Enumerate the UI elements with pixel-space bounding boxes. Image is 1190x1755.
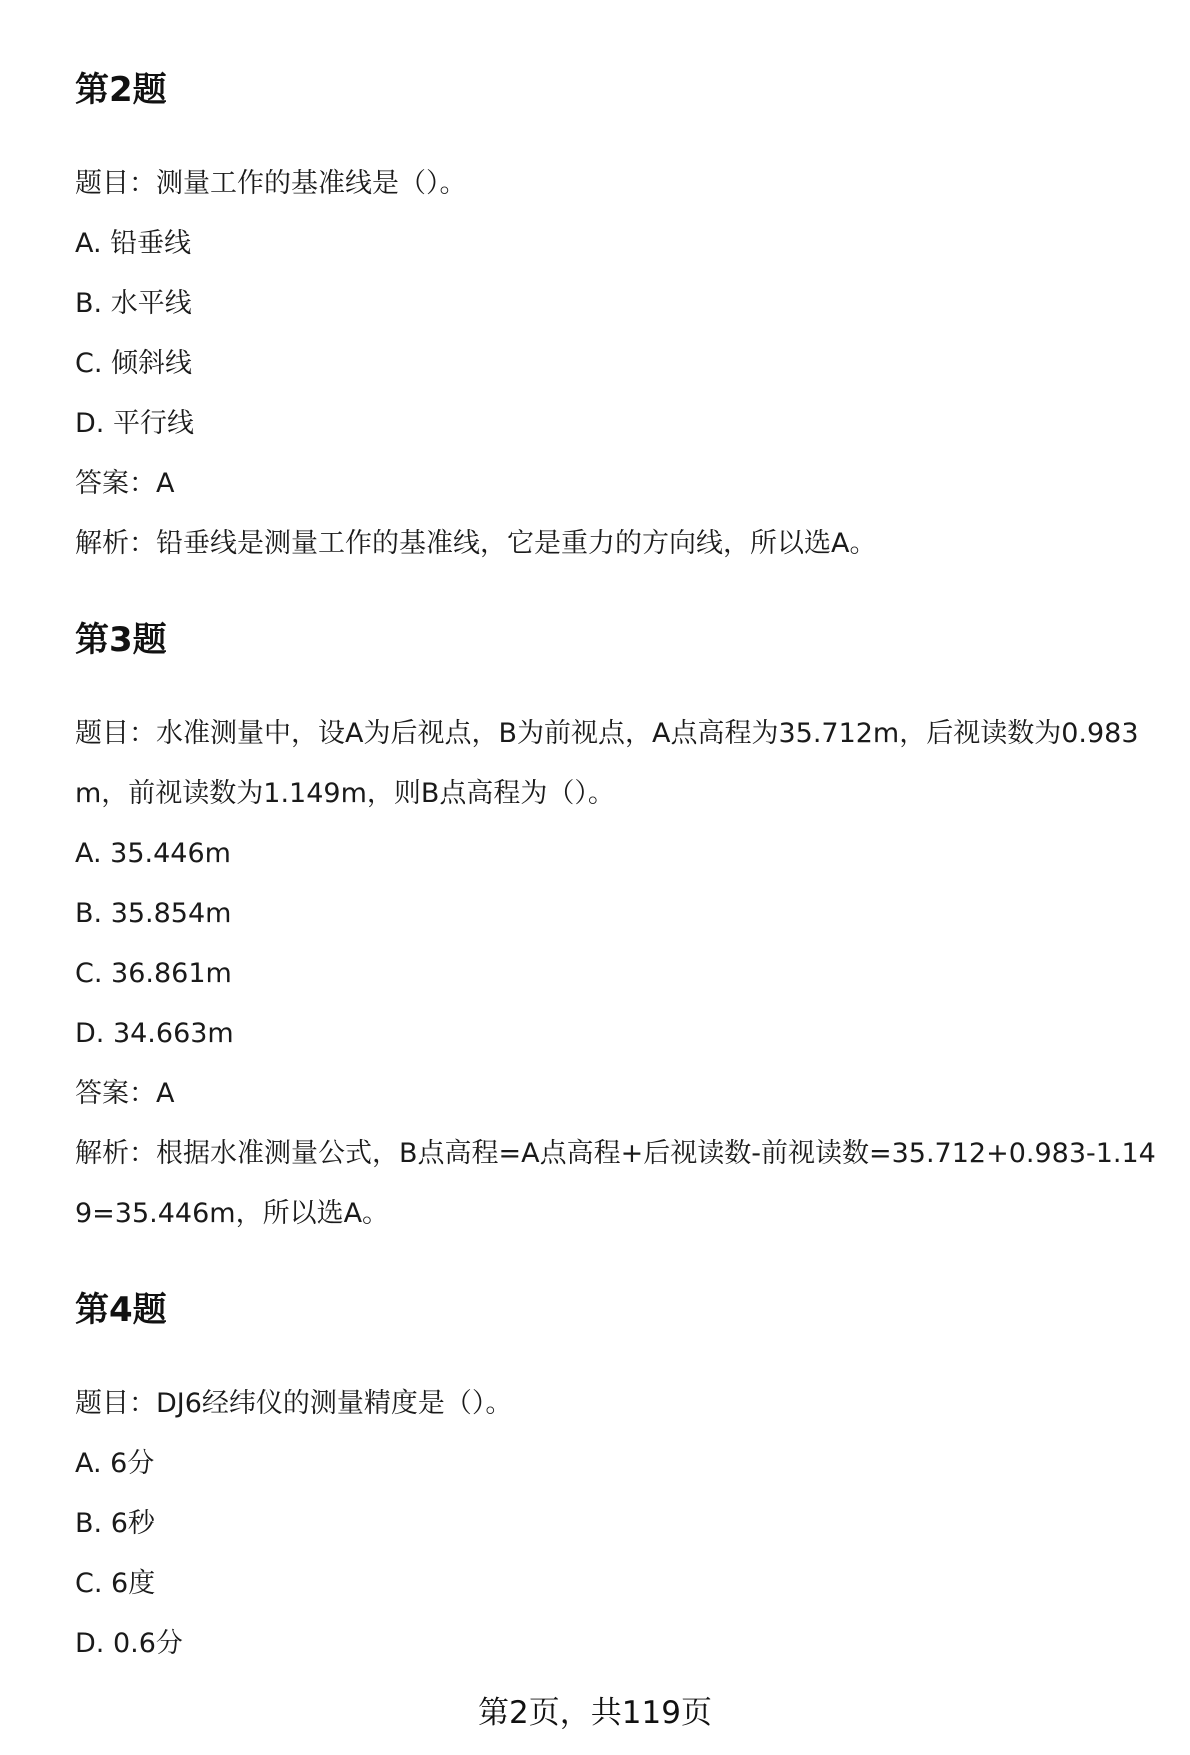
option-b: B. 35.854m [75,898,232,929]
question-4 [75,1280,1165,1674]
question-stem: 题目：水准测量中，设A为后视点，B为前视点，A点高程为35.712m，后视读数为0.983m，前视读数为1.149m，则B点高程为（）。 [75,718,1139,809]
question-stem: 题目：测量工作的基准线是（）。 [75,168,467,199]
option-a: A. 35.446m [75,838,231,869]
question-stem: 题目：DJ6经纬仪的测量精度是（）。 [75,1388,513,1419]
answer: 答案：A [75,1078,175,1109]
option-c: C. 6度 [75,1568,156,1599]
answer: 答案：A [75,468,175,499]
question-2 [75,60,1165,574]
page-number-footer: 第2页，共119页 [478,1695,712,1731]
option-b: B. 水平线 [75,288,192,319]
question-title: 第3题 [75,620,167,660]
question-title: 第4题 [75,1290,167,1330]
question-3 [75,610,1165,1244]
option-c: C. 36.861m [75,958,232,989]
analysis: 解析：铅垂线是测量工作的基准线，它是重力的方向线，所以选A。 [75,528,877,559]
analysis: 解析：根据水准测量公式，B点高程=A点高程+后视读数-前视读数=35.712+0.983-1.149=35.446m，所以选A。 [75,1138,1156,1229]
option-a: A. 铅垂线 [75,228,192,259]
option-c: C. 倾斜线 [75,348,193,379]
option-a: A. 6分 [75,1448,155,1479]
option-d: D. 平行线 [75,408,194,439]
page-content [75,60,1165,1674]
option-b: B. 6秒 [75,1508,155,1539]
option-d: D. 0.6分 [75,1628,183,1659]
option-d: D. 34.663m [75,1018,234,1049]
question-title: 第2题 [75,70,167,110]
